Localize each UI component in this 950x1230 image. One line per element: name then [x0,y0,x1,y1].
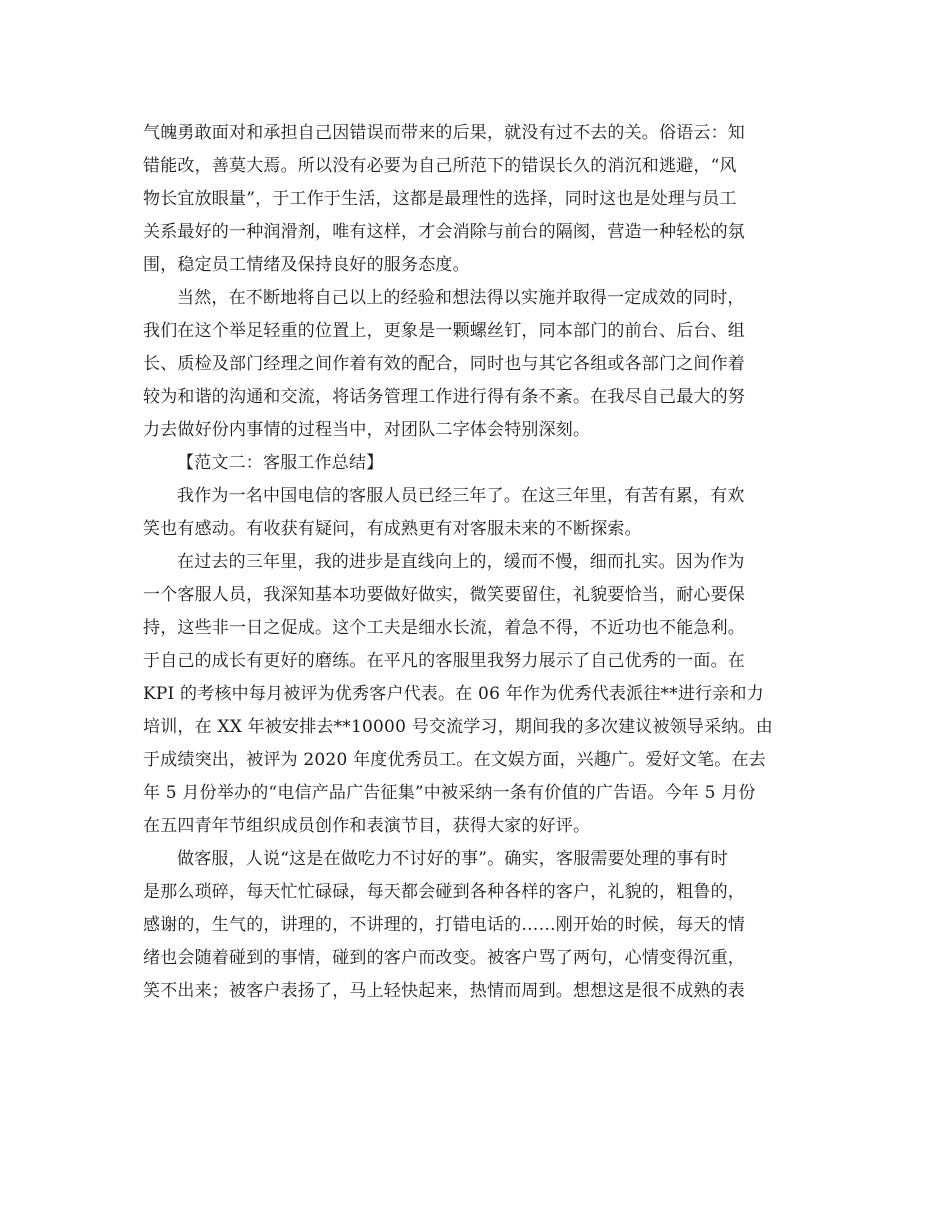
paragraph-5-line: 笑不出来；被客户表扬了，马上轻快起来，热情而周到。想想这是很不成熟的表 [143,981,745,1001]
paragraph-4-line: 于成绩突出，被评为 2020 年度优秀员工。在文娱方面，兴趣广。爱好文笔。在去 [143,750,766,770]
paragraph-4 [143,546,811,843]
section-heading [143,447,811,480]
paragraph-1-line: 围，稳定员工情绪及保持良好的服务态度。 [143,255,470,275]
paragraph-5-line: 是那么琐碎，每天忙忙碌碌，每天都会碰到各种各样的客户，礼貌的，粗鲁的， [143,882,745,902]
paragraph-4-line: 年 5 月份举办的“电信产品广告征集”中被采纳一条有价值的广告语。今年 5 月份 [143,783,756,803]
paragraph-4-line: 培训，在 XX 年被安排去**10000 号交流学习，期间我的多次建议被领导采纳。由 [143,717,773,737]
paragraph-1-line: 关系最好的一种润滑剂，唯有这样，才会消除与前台的隔阂，营造一种轻松的氛 [143,222,745,242]
paragraph-1-line: 物长宜放眼量”，于工作于生活，这都是最理性的选择，同时这也是处理与员工 [143,189,737,209]
paragraph-5-line: 做客服，人说“这是在做吃力不讨好的事”。确实，客服需要处理的事有时 [177,849,728,869]
paragraph-1 [143,117,811,282]
document-body [143,117,811,1008]
paragraph-5-line: 绪也会随着碰到的事情，碰到的客户而改变。被客户骂了两句，心情变得沉重， [143,948,745,968]
paragraph-3 [143,480,811,546]
paragraph-3-line: 我作为一名中国电信的客服人员已经三年了。在这三年里，有苦有累，有欢 [177,486,745,506]
paragraph-3-line: 笑也有感动。有收获有疑问，有成熟更有对客服未来的不断探索。 [143,519,642,539]
paragraph-5 [143,843,811,1008]
paragraph-2-line: 力去做好份内事情的过程当中，对团队二字体会特别深刻。 [143,420,591,440]
paragraph-4-line: 在五四青年节组织成员创作和表演节目，获得大家的好评。 [143,816,591,836]
paragraph-4-line: KPI 的考核中每月被评为优秀客户代表。在 06 年作为优秀代表派往**进行亲和力 [143,684,764,704]
paragraph-2-line: 当然，在不断地将自己以上的经验和想法得以实施并取得一定成效的同时， [177,288,745,308]
paragraph-2 [143,282,811,447]
paragraph-2-line: 较为和谐的沟通和交流，将话务管理工作进行得有条不紊。在我尽自己最大的努 [143,387,745,407]
paragraph-2-line: 我们在这个举足轻重的位置上，更象是一颗螺丝钉，同本部门的前台、后台、组 [143,321,745,341]
paragraph-2-line: 长、质检及部门经理之间作着有效的配合，同时也与其它各组或各部门之间作着 [143,354,745,374]
paragraph-4-line: 在过去的三年里，我的进步是直线向上的，缓而不慢，细而扎实。因为作为 [177,552,745,572]
paragraph-1-line: 错能改，善莫大焉。所以没有必要为自己所范下的错误长久的消沉和逃避，“风 [143,156,737,176]
paragraph-5-line: 感谢的，生气的，讲理的，不讲理的，打错电话的……刚开始的时候，每天的情 [143,915,745,935]
paragraph-1-line: 气魄勇敢面对和承担自己因错误而带来的后果，就没有过不去的关。俗语云：知 [143,123,745,143]
paragraph-4-line: 持，这些非一日之促成。这个工夫是细水长流，着急不得，不近功也不能急利。 [143,618,745,638]
section-heading-line: 【范文二：客服工作总结】 [177,453,384,473]
paragraph-4-line: 于自己的成长有更好的磨练。在平凡的客服里我努力展示了自己优秀的一面。在 [143,651,745,671]
paragraph-4-line: 一个客服人员，我深知基本功要做好做实，微笑要留住，礼貌要恰当，耐心要保 [143,585,745,605]
